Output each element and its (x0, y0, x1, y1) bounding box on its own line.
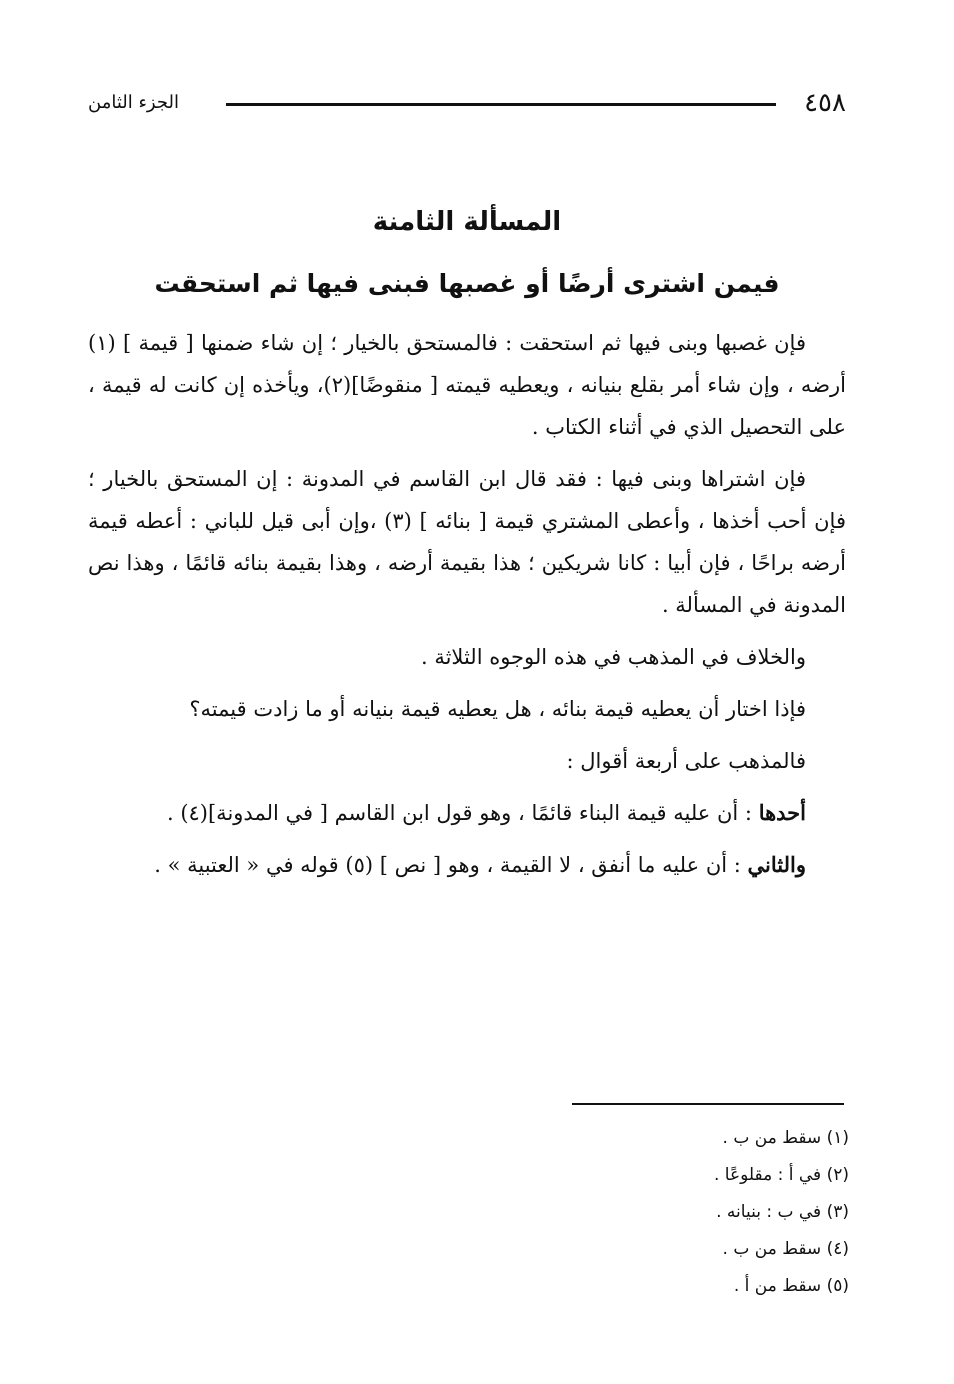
footnote-rule (572, 1103, 844, 1105)
main-text (88, 322, 846, 896)
header-rule (226, 103, 776, 106)
chapter-subtitle: فيمن اشترى أرضًا أو غصبها فبنى فيها ثم استحقت (154, 269, 780, 298)
opinion-second-text: : أن عليه ما أنفق ، لا القيمة ، وهو [ نص ] (٥) قوله في « العتبية » . (154, 853, 748, 877)
paragraph-1: فإن غصبها وبنى فيها ثم استحقت : فالمستحق بالخيار ؛ إن شاء ضمنها [ قيمة ] (١) أرضه ، وإن شاء أمر بقلع بنيانه ، ويعطيه قيمته [ منقوضًا](٢)، ويأخذه إن كانت له قيمة ، على التحصيل الذي في أثناء الكتاب . (88, 331, 846, 439)
page-header (88, 86, 846, 122)
paragraph-6 (88, 792, 846, 834)
chapter-title: المسألة الثامنة (372, 207, 562, 237)
footnote-2: (٢) في أ : مقلوعًا . (713, 1165, 849, 1185)
footnotes (449, 1120, 849, 1305)
paragraph-2: فإن اشتراها وبنى فيها : فقد قال ابن القاسم في المدونة : إن المستحق بالخيار ؛ فإن أحب أخذها ، وأعطى المشتري قيمة [ بنائه ] (٣) ،وإن أبى قيل للباني : أعطه قيمة أرضه براحًا ، فإن أبيا : كانا شريكين ؛ هذا بقيمة أرضه ، وهذا بقيمة بنائه قائمًا ، وهذا نص المدونة في المسألة . (88, 467, 846, 617)
running-head: الجزء الثامن (88, 92, 179, 113)
opinion-first-text: : أن عليه قيمة البناء قائمًا ، وهو قول ابن القاسم [ في المدونة](٤) . (166, 801, 759, 825)
page-number: ٤٥٨ (804, 88, 846, 118)
paragraph-7 (88, 844, 846, 886)
paragraph-5: فالمذهب على أربعة أقوال : (566, 749, 806, 773)
opinion-second-label: والثاني (747, 852, 806, 877)
footnote-3: (٣) في ب : بنيانه . (716, 1202, 849, 1222)
footnote-4: (٤) سقط من ب . (722, 1239, 849, 1259)
opinion-first-label: أحدها (758, 800, 806, 825)
footnote-1: (١) سقط من ب . (722, 1128, 849, 1148)
footnote-5: (٥) سقط من أ . (733, 1276, 849, 1296)
paragraph-3: والخلاف في المذهب في هذه الوجوه الثلاثة . (420, 645, 806, 669)
paragraph-4: فإذا اختار أن يعطيه قيمة بنائه ، هل يعطيه قيمة بنيانه أو ما زادت قيمته؟ (189, 697, 806, 721)
